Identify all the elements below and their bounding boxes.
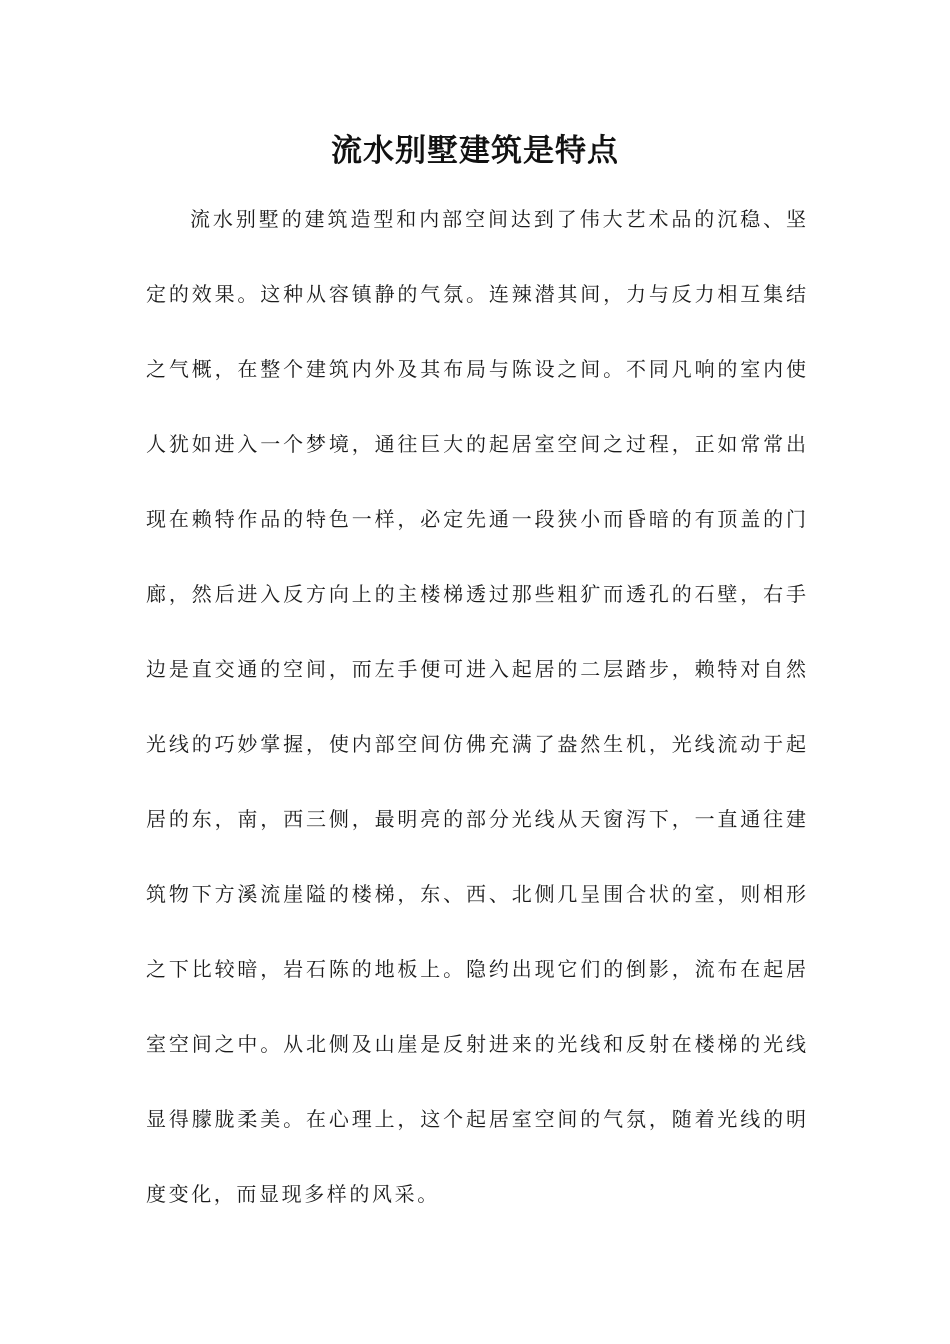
paragraph-line: 边是直交通的空间，而左手便可进入起居的二层踏步，赖特对自然 xyxy=(146,657,806,681)
paragraph-line: 流水别墅的建筑造型和内部空间达到了伟大艺术品的沉稳、坚 xyxy=(190,207,806,231)
paragraph-line: 之气概，在整个建筑内外及其布局与陈设之间。不同凡响的室内使 xyxy=(146,357,806,381)
paragraph-line: 人犹如进入一个梦境，通往巨大的起居室空间之过程，正如常常出 xyxy=(146,432,806,456)
paragraph-line: 度变化，而显现多样的风采。 xyxy=(146,1182,440,1206)
paragraph-line: 筑物下方溪流崖隘的楼梯，东、西、北侧几呈围合状的室，则相形 xyxy=(146,882,806,906)
body-paragraph xyxy=(146,196,806,1246)
paragraph-line: 室空间之中。从北侧及山崖是反射进来的光线和反射在楼梯的光线 xyxy=(146,1032,806,1056)
document-title: 流水别墅建筑是特点 xyxy=(331,133,619,169)
paragraph-line: 之下比较暗，岩石陈的地板上。隐约出现它们的倒影，流布在起居 xyxy=(146,957,806,981)
paragraph-line: 光线的巧妙掌握，使内部空间仿佛充满了盎然生机，光线流动于起 xyxy=(146,732,806,756)
paragraph-line: 定的效果。这种从容镇静的气氛。连辣潜其间，力与反力相互集结 xyxy=(146,282,806,306)
paragraph-line: 显得朦胧柔美。在心理上，这个起居室空间的气氛，随着光线的明 xyxy=(146,1107,806,1131)
paragraph-line: 居的东，南，西三侧，最明亮的部分光线从天窗泻下，一直通往建 xyxy=(146,807,806,831)
paragraph-line: 现在赖特作品的特色一样，必定先通一段狭小而昏暗的有顶盖的门 xyxy=(146,507,806,531)
paragraph-line: 廊，然后进入反方向上的主楼梯透过那些粗犷而透孔的石壁，右手 xyxy=(146,582,806,606)
